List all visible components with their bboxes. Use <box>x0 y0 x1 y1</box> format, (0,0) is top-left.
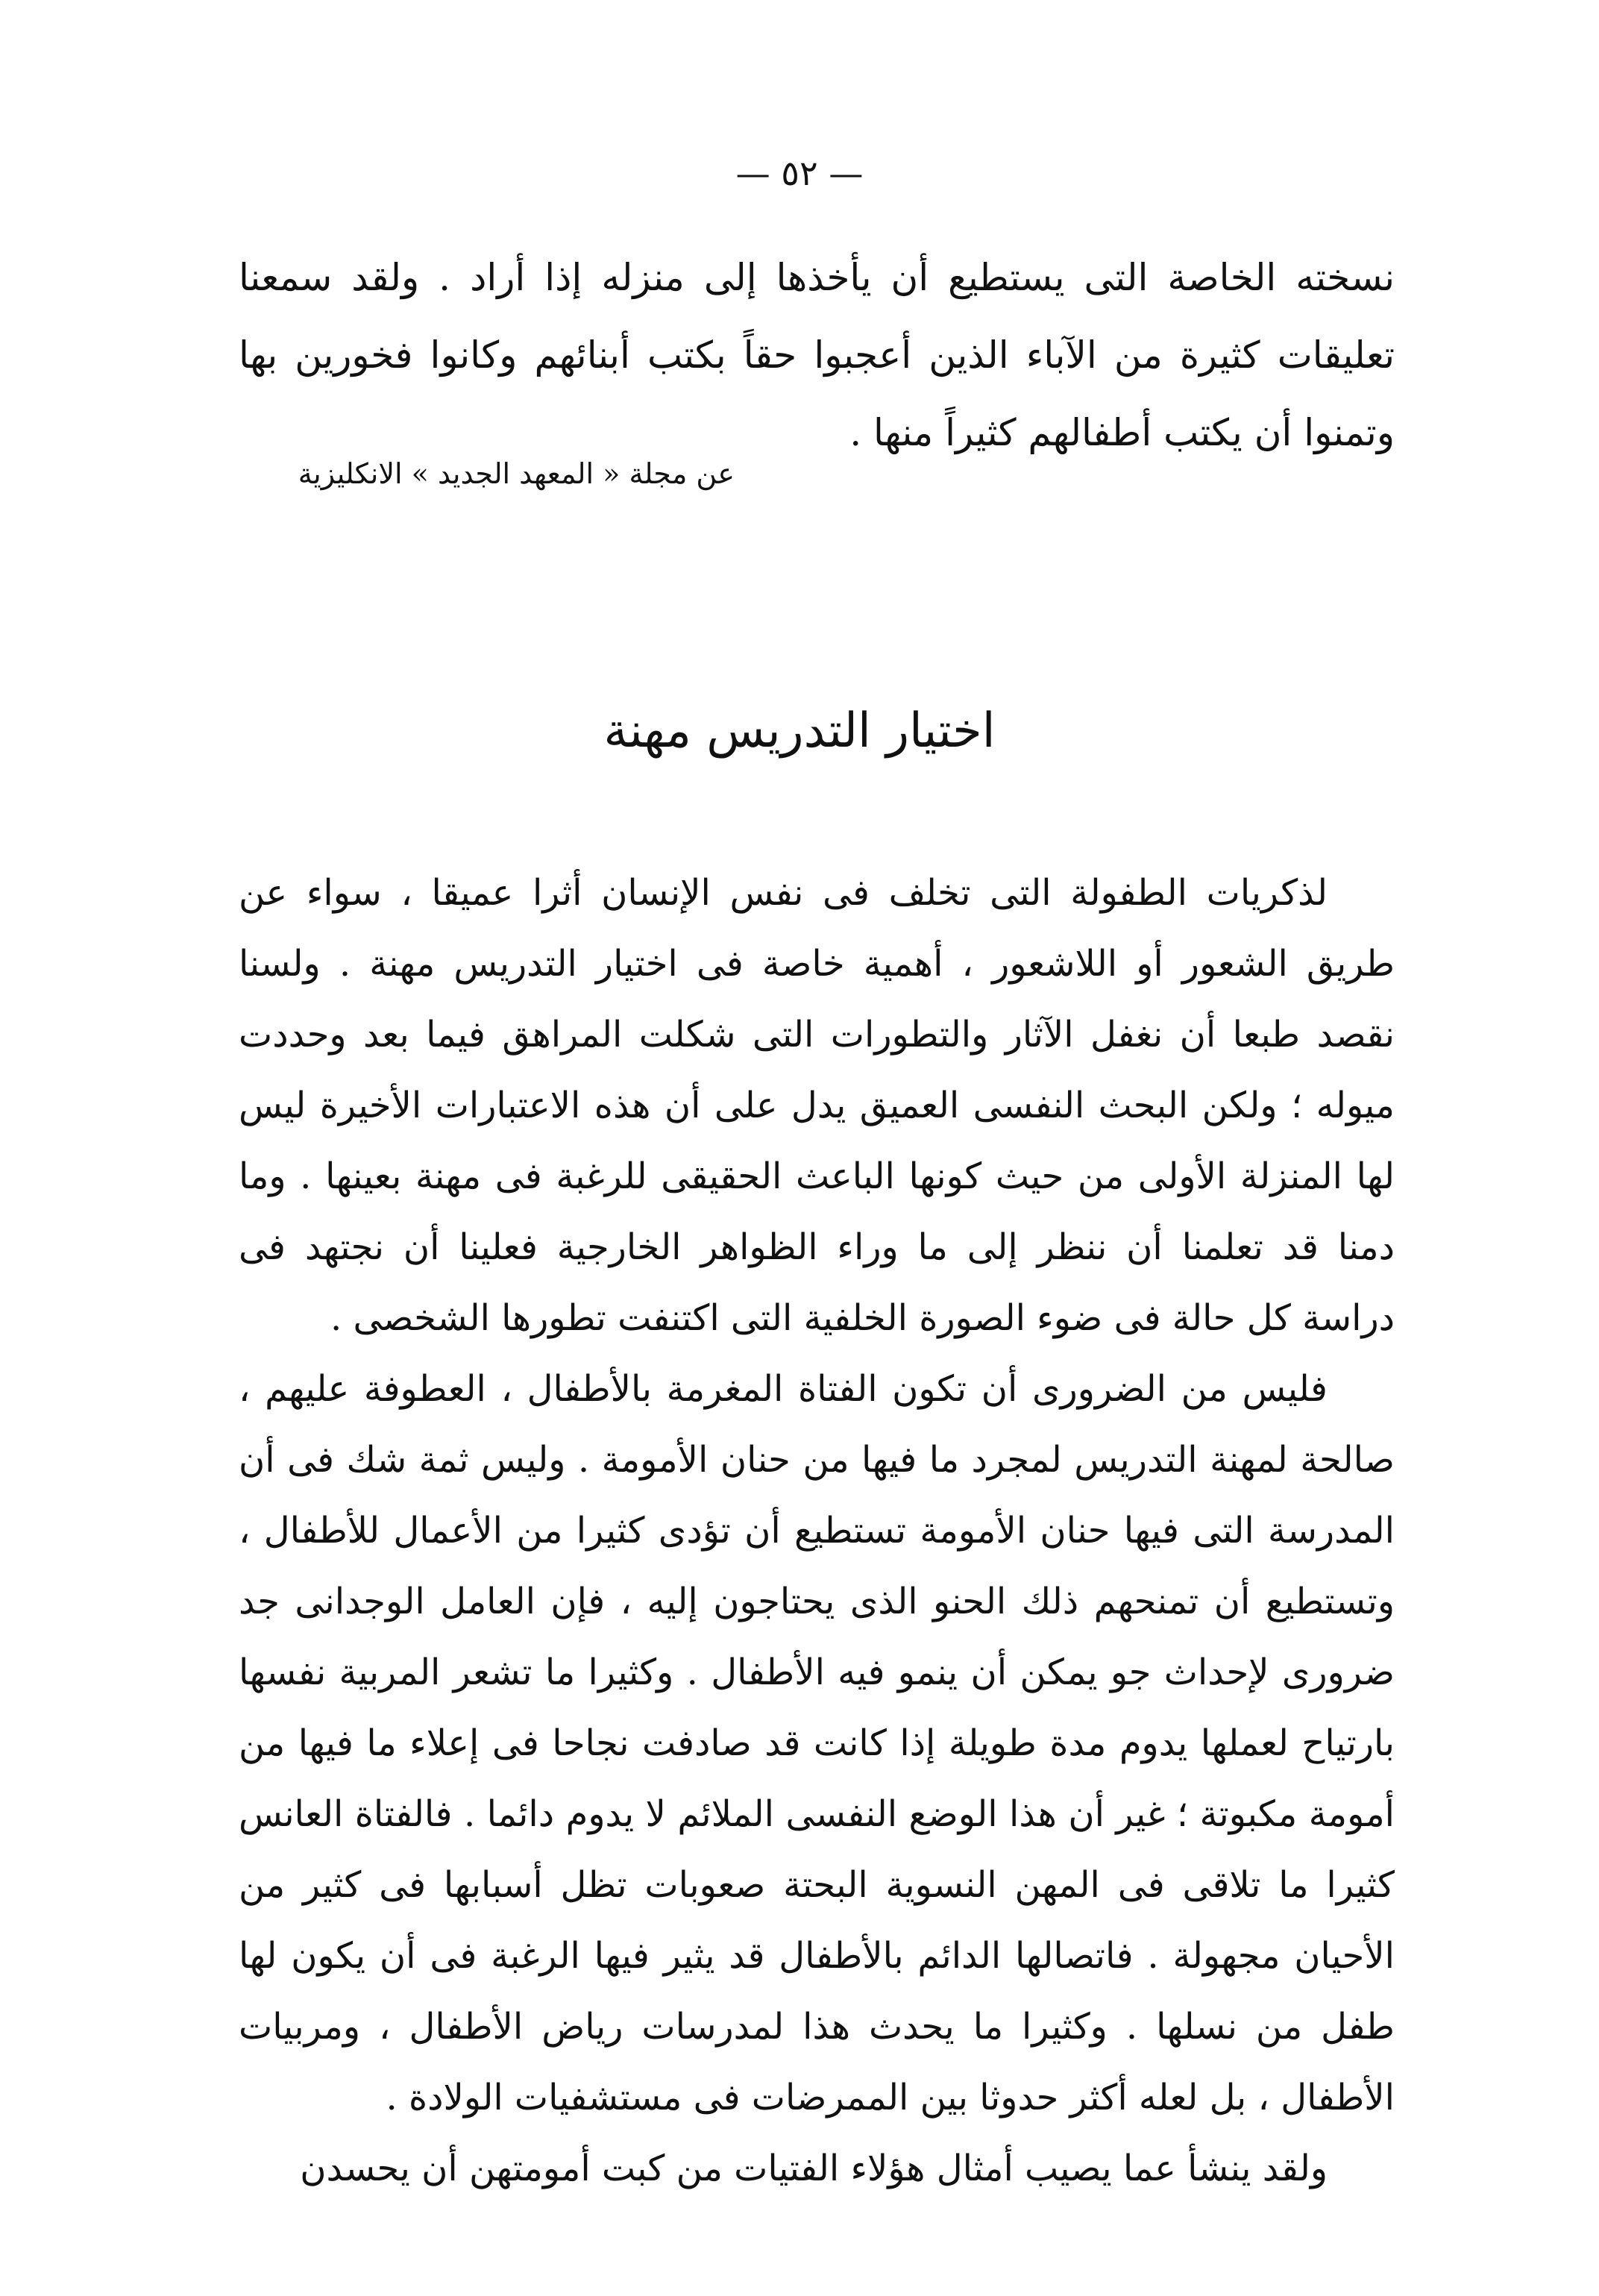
body-paragraph-3: ولقد ينشأ عما يصيب أمثال هؤلاء الفتيات من كبت أمومتهن أن يحسدن <box>300 2148 1328 2189</box>
body-paragraph-1: لذكريات الطفولة التى تخلف فى نفس الإنسان أثرا عميقا ، سواء عن طريق الشعور أو اللاشعور ، أهمية خاصة فى اختيار التدريس مهنة . ولسنا نقصد طبعا أن نغفل الآثار والتطورات التى شكلت المراهق فيما بعد وحددت ميوله ؛ ولكن البحث النفسى العميق يدل على أن هذه الاعتبارات الأخيرة ليس لها المنزلة الأولى من حيث كونها الباعث الحقيقى للرغبة فى مهنة بعينها . وما دمنا قد تعلمنا أن ننظر إلى ما وراء الظواهر الخارجية فعلينا أن نجتهد فى دراسة كل حالة فى ضوء الصورة الخلفية التى اكتنفت تطورها الشخصى . <box>239 872 1395 1339</box>
body-paragraph-2: فليس من الضرورى أن تكون الفتاة المغرمة بالأطفال ، العطوفة عليهم ، صالحة لمهنة التدريس لمجرد ما فيها من حنان الأمومة . وليس ثمة شك فى أن المدرسة التى فيها حنان الأمومة تستطيع أن تؤدى كثيرا من الأعمال للأطفال ، وتستطيع أن تمنحهم ذلك الحنو الذى يحتاجون إليه ، فإن العامل الوجدانى جد ضرورى لإحداث جو يمكن أن ينمو فيه الأطفال . وكثيرا ما تشعر المربية نفسها بارتياح لعملها يدوم مدة طويلة إذا كانت قد صادفت نجاحا فى إعلاء ما فيها من أمومة مكبوتة ؛ غير أن هذا الوضع النفسى الملائم لا يدوم دائما . فالفتاة العانس كثيرا ما تلاقى فى المهن النسوية البحتة صعوبات تظل أسبابها فى كثير من الأحيان مجهولة . فاتصالها الدائم بالأطفال قد يثير فيها الرغبة فى أن يكون لها طفل من نسلها . وكثيرا ما يحدث هذا لمدرسات رياض الأطفال ، ومربيات الأطفال ، بل لعله أكثر حدوثا بين الممرضات فى مستشفيات الولادة . <box>239 1368 1395 2118</box>
page-number: — ٥٢ — <box>735 153 864 193</box>
continued-paragraph: نسخته الخاصة التى يستطيع أن يأخذها إلى منزله إذا أراد . ولقد سمعنا تعليقات كثيرة من الآباء الذين أعجبوا حقاً بكتب أبنائهم وكانوا فخورين بها وتمنوا أن يكتب أطفالهم كثيراً منها . <box>239 256 1395 454</box>
source-attribution: عن مجلة « المعهد الجديد » الانكليزية <box>298 457 735 490</box>
article-title: اختيار التدريس مهنة <box>603 703 996 759</box>
article-body <box>239 858 1395 2204</box>
